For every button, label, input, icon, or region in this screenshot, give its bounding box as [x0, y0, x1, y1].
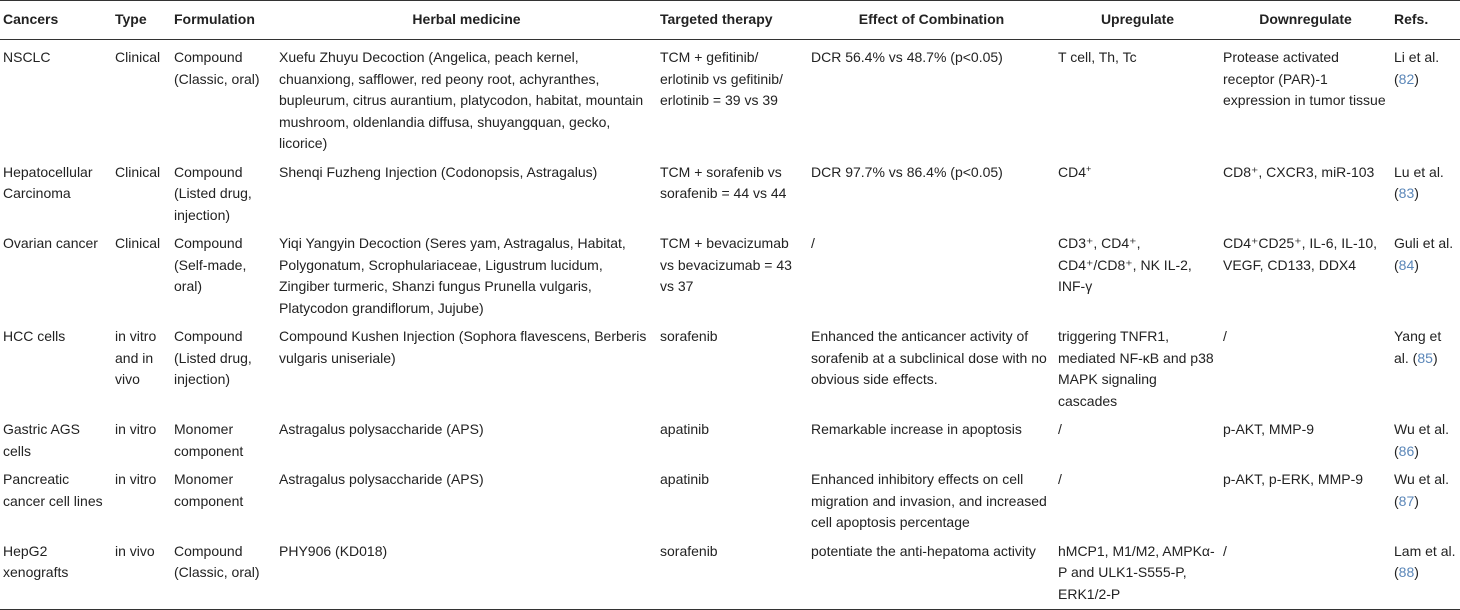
cell-refs: Wu et al. (86)	[1394, 421, 1449, 459]
ref-link[interactable]: 85	[1417, 349, 1433, 366]
cell-downregulate: Protease activated receptor (PAR)-1 expression in tumor tissue	[1223, 49, 1386, 108]
cell-type: in vitro	[115, 421, 157, 437]
ref-link[interactable]: 86	[1398, 442, 1415, 459]
cell-targeted-therapy: apatinib	[660, 471, 710, 487]
ref-link[interactable]: 87	[1398, 492, 1415, 509]
ref-authors: Yang et al.	[1394, 328, 1442, 366]
cell-formulation: Compound (Listed drug, injection)	[174, 328, 252, 387]
header-cancers: Cancers	[0, 1, 112, 40]
cell-cancers: NSCLC	[3, 49, 51, 65]
cell-refs: Guli et al. (84)	[1394, 235, 1454, 273]
cell-effect: /	[811, 235, 815, 251]
header-refs: Refs.	[1391, 1, 1460, 40]
header-effect-of-combination: Effect of Combination	[808, 1, 1055, 40]
cell-formulation: Compound (Self-made, oral)	[174, 235, 247, 294]
ref-link[interactable]: 83	[1398, 185, 1415, 201]
cell-cancers: Pancreatic cancer cell lines	[3, 471, 103, 509]
cell-upregulate: /	[1058, 471, 1062, 487]
cell-type: Clinical	[115, 163, 161, 180]
cell-upregulate	[1055, 155, 1220, 227]
cell-effect: Enhanced the anticancer activity of sorafenib at a subclinical dose with no obvious side effects.	[811, 328, 1047, 387]
cell-formulation: Monomer component	[174, 471, 244, 509]
table-row	[0, 534, 1460, 610]
cell-type: in vitro	[115, 471, 157, 487]
cell-upregulate: CD3⁺, CD4⁺, CD4⁺/CD8⁺, NK IL-2, INF-γ	[1058, 235, 1192, 294]
cell-herbal-medicine: Xuefu Zhuyu Decoction (Angelica, peach kernel, chuanxiong, safflower, red peony root, achyranthes, bupleurum, citrus aurantium, platycodon, habitat, mountain mushroom, oldenlandia diffusa, shuyangquan, gecko, licorice)	[279, 49, 644, 151]
cell-cancers: Hepatocellular Carcinoma	[3, 163, 93, 201]
cell-herbal-medicine: Yiqi Yangyin Decoction (Seres yam, Astragalus, Habitat, Polygonatum, Scrophulariaceae, Ligustrum lucidum, Zingiber turmeric, Shanzi fungus Prunella vulgaris, Platycodon grandiflorum, Jujube)	[279, 235, 626, 316]
ref-link[interactable]: 82	[1398, 70, 1415, 87]
cell-downregulate: p-AKT, MMP-9	[1223, 421, 1315, 437]
table-row	[0, 155, 1460, 227]
ref-link[interactable]: 84	[1398, 256, 1415, 273]
cell-effect: Remarkable increase in apoptosis	[811, 421, 1022, 437]
header-type: Type	[112, 1, 171, 40]
cell-cancers: Gastric AGS cells	[3, 421, 81, 459]
ref-authors: Lam et al.	[1394, 542, 1456, 559]
table-row	[0, 462, 1460, 534]
cell-formulation: Compound (Classic, oral)	[174, 49, 260, 87]
cell-effect: potentiate the anti-hepatoma activity	[808, 534, 1055, 610]
cell-downregulate: /	[1223, 328, 1227, 344]
header-row	[0, 1, 1460, 40]
ref-authors: Wu et al.	[1394, 471, 1449, 487]
cell-herbal-medicine: Astragalus polysaccharide (APS)	[279, 471, 484, 487]
cell-type: Clinical	[115, 235, 161, 251]
cell-effect: DCR 97.7% vs 86.4% (p<0.05)	[811, 163, 1003, 180]
cell-effect: DCR 56.4% vs 48.7% (p<0.05)	[811, 49, 1003, 65]
cell-type: in vivo	[112, 534, 171, 610]
cell-refs: Lam et al. (88)	[1391, 534, 1460, 610]
cell-type: Clinical	[115, 49, 161, 65]
cell-downregulate: p-AKT, p-ERK, MMP-9	[1223, 471, 1364, 487]
cell-type: in vitro and in vivo	[115, 328, 157, 387]
cell-herbal-medicine: Astragalus polysaccharide (APS)	[279, 421, 484, 437]
cell-downregulate: /	[1220, 534, 1391, 610]
ref-authors: Lu et al.	[1394, 163, 1444, 180]
cell-refs: Yang et al. (85)	[1394, 328, 1442, 366]
cell-cancers: Ovarian cancer	[3, 235, 98, 251]
ref-link[interactable]: 88	[1398, 564, 1415, 580]
cell-upregulate: /	[1058, 421, 1062, 437]
cell-refs: Lu et al. (83)	[1394, 163, 1444, 201]
cell-targeted-therapy: sorafenib	[657, 534, 808, 610]
cell-formulation: Compound (Listed drug, injection)	[174, 163, 252, 223]
cell-herbal-medicine: Shenqi Fuzheng Injection (Codonopsis, Astragalus)	[279, 163, 598, 180]
cell-downregulate: CD4⁺CD25⁺, IL-6, IL-10, VEGF, CD133, DDX4	[1223, 235, 1378, 273]
header-upregulate: Upregulate	[1055, 1, 1220, 40]
superscript-plus: +	[1086, 163, 1092, 174]
cell-refs: Wu et al. (87)	[1394, 471, 1449, 509]
header-downregulate: Downregulate	[1220, 1, 1391, 40]
header-targeted-therapy: Targeted therapy	[657, 1, 808, 40]
table-row	[0, 226, 1460, 319]
cell-refs: Li et al. (82)	[1394, 49, 1440, 87]
table-row	[0, 412, 1460, 462]
cell-targeted-therapy: TCM + sorafenib vs sorafenib = 44 vs 44	[660, 163, 787, 201]
cell-herbal-medicine: PHY906 (KD018)	[276, 534, 657, 610]
table-row	[0, 40, 1460, 155]
cell-herbal-medicine: Compound Kushen Injection (Sophora flavescens, Berberis vulgaris uniseriale)	[279, 328, 647, 366]
header-herbal-medicine: Herbal medicine	[276, 1, 657, 40]
cell-targeted-therapy: apatinib	[660, 421, 710, 437]
cell-formulation: Compound (Classic, oral)	[171, 534, 276, 610]
cell-cancers: HCC cells	[3, 328, 66, 344]
cell-formulation: Monomer component	[174, 421, 244, 459]
ref-authors: Wu et al.	[1394, 421, 1449, 437]
cell-cancers: HepG2 xenografts	[0, 534, 112, 610]
cell-targeted-therapy: sorafenib	[660, 328, 718, 344]
ref-authors: Guli et al.	[1394, 235, 1454, 251]
cell-effect: Enhanced inhibitory effects on cell migration and invasion, and increased cell apoptosis percentage	[811, 471, 1047, 530]
cell-targeted-therapy: TCM + bevacizumab vs bevacizumab = 43 vs 37	[660, 235, 792, 294]
cell-upregulate: hMCP1, M1/M2, AMPKα-P and ULK1-S555-P, ERK1/2-P	[1055, 534, 1220, 610]
cell-targeted-therapy: TCM + gefitinib/ erlotinib vs gefitinib/ erlotinib = 39 vs 39	[660, 49, 783, 108]
cell-upregulate: triggering TNFR1, mediated NF-κB and p38 MAPK signaling cascades	[1058, 328, 1214, 409]
cell-downregulate: CD8⁺, CXCR3, miR-103	[1223, 163, 1375, 180]
table-row	[0, 319, 1460, 412]
header-formulation: Formulation	[171, 1, 276, 40]
upregulate-text: CD4	[1058, 163, 1087, 180]
cell-upregulate: T cell, Th, Tc	[1058, 49, 1137, 65]
ref-authors: Li et al.	[1394, 49, 1440, 65]
